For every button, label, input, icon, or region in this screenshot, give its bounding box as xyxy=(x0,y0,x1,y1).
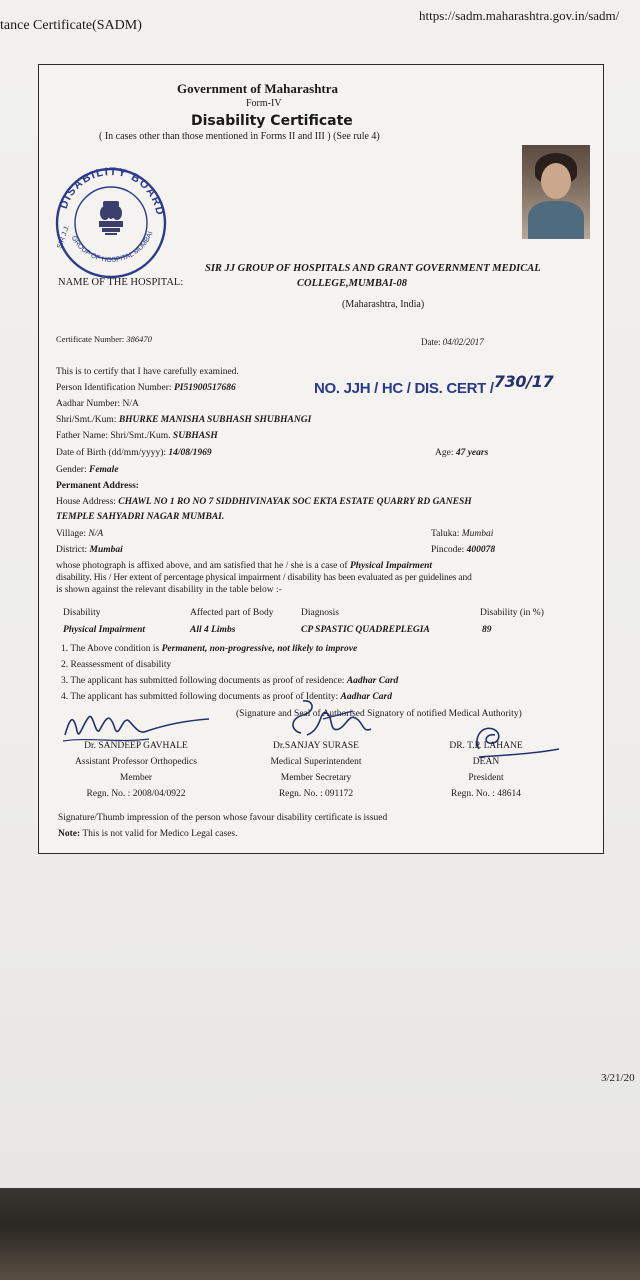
signatory-2-title: Medical Superintendent xyxy=(270,757,362,767)
table-header-disability: Disability xyxy=(63,608,101,618)
print-date: 3/21/20 xyxy=(601,1072,635,1084)
table-header-percent: Disability (in %) xyxy=(480,608,544,618)
age-field: Age: 47 years xyxy=(435,448,489,458)
signatory-2-regn: Regn. No. : 091172 xyxy=(278,789,354,799)
table-header-diagnosis: Diagnosis xyxy=(301,608,339,618)
svg-text:GROUP OF HOSPITAL MUMBAI xyxy=(70,231,155,264)
signatory-1-name: Dr. SANDEEP GAVHALE xyxy=(84,741,188,751)
validity-note: Note: This is not valid for Medico Legal cases. xyxy=(58,829,238,839)
note-3: 3. The applicant has submitted following documents as proof of residence: Aadhar Card xyxy=(61,676,399,686)
disability-board-seal-icon xyxy=(47,159,175,281)
certificate-number-field: Certificate Number: 386470 xyxy=(56,334,152,344)
signatory-1-role: Member xyxy=(119,773,153,783)
signature-surase-icon xyxy=(283,689,393,749)
house-address-line2: TEMPLE SAHYADRI NAGAR MUMBAI. xyxy=(56,512,225,522)
form-number: Form-IV xyxy=(246,98,282,109)
browser-page-title: tance Certificate(SADM) xyxy=(0,18,142,33)
seal-left-text: SIR J.J. xyxy=(56,224,72,250)
applicant-photo xyxy=(522,145,590,239)
father-name-field: Father Name: Shri/Smt./Kum. SUBHASH xyxy=(56,431,218,441)
village-field: Village: N/A xyxy=(56,529,104,539)
taluka-field: Taluka: Mumbai xyxy=(431,529,494,539)
seal-bottom-text: GROUP OF HOSPITAL MUMBAI xyxy=(69,230,155,264)
statement-line3: is shown against the relevant disability in the table below :- xyxy=(56,585,282,595)
note-4: 4. The applicant has submitted following documents as proof of Identity: Aadhar Card xyxy=(61,692,392,702)
hospital-state: (Maharashtra, India) xyxy=(342,299,425,310)
certify-statement: This is to certify that I have carefully examined. xyxy=(56,367,239,377)
statement-line1: whose photograph is affixed above, and am satisfied that he / she is a case of Physical Impairment xyxy=(56,561,433,571)
dob-field: Date of Birth (dd/mm/yyyy): 14/08/1969 xyxy=(56,448,212,458)
pid-field: Person Identification Number: PI51900517686 xyxy=(56,383,236,393)
pincode-field: Pincode: 400078 xyxy=(431,545,496,555)
table-header-body-part: Affected part of Body xyxy=(190,608,274,618)
disability-certificate xyxy=(38,64,604,854)
district-field: District: Mumbai xyxy=(56,545,123,555)
gender-field: Gender: Female xyxy=(56,465,119,475)
signatory-2-role: Member Secretary xyxy=(280,773,352,783)
seal-top-text: DISABILITY BOARD xyxy=(57,165,166,218)
certificate-subtitle: ( In cases other than those mentioned in Forms II and III ) (See rule 4) xyxy=(99,131,380,142)
signatory-3-title: DEAN xyxy=(472,757,500,767)
government-heading: Government of Maharashtra xyxy=(177,81,339,96)
note-1: 1. The Above condition is Permanent, non-progressive, not likely to improve xyxy=(61,644,358,654)
table-cell-diagnosis: CP SPASTIC QUADREPLEGIA xyxy=(301,625,430,635)
table-cell-percent: 89 xyxy=(482,625,492,635)
signatory-2-name: Dr.SANJAY SURASE xyxy=(273,741,359,751)
table-cell-body-part: All 4 Limbs xyxy=(190,625,236,635)
browser-url: https://sadm.maharashtra.gov.in/sadm/ xyxy=(419,8,620,23)
note-2: 2. Reassessment of disability xyxy=(61,660,172,670)
certificate-title: Disability Certificate xyxy=(191,113,353,129)
signatory-3-role: President xyxy=(468,773,504,783)
signature-caption: (Signature and Seal of Authorised Signatory of notified Medical Authority) xyxy=(236,709,522,719)
hospital-name-line2: COLLEGE,MUMBAI-08 xyxy=(297,278,407,289)
house-address-line1: House Address: CHAWL NO 1 RO NO 7 SIDDHIVINAYAK SOC EKTA ESTATE QUARRY RD GANESH xyxy=(56,497,472,507)
signature-thumb-line: Signature/Thumb impression of the person whose favour disability certificate is issued xyxy=(58,813,388,823)
signatory-3-name: DR. T.P. LAHANE xyxy=(449,741,523,751)
hospital-label: NAME OF THE HOSPITAL: xyxy=(58,277,184,288)
aadhar-field: Aadhar Number: N/A xyxy=(56,399,139,409)
address-heading: Permanent Address: xyxy=(56,481,139,491)
floor-background xyxy=(0,1188,640,1280)
applicant-name-field: Shri/Smt./Kum: BHURKE MANISHA SUBHASH SHUBHANGI xyxy=(56,415,312,425)
statement-line2: disability. His / Her extent of percentage physical impairment / disability has been evaluated as per guidelines and xyxy=(56,573,472,583)
certificate-date-field: Date: 04/02/2017 xyxy=(421,337,484,347)
table-cell-disability: Physical Impairment xyxy=(63,625,146,635)
signatory-3-regn: Regn. No. : 48614 xyxy=(451,789,521,799)
signatory-1-regn: Regn. No. : 2008/04/0922 xyxy=(86,789,186,799)
signatory-1-title: Assistant Professor Orthopedics xyxy=(75,757,197,767)
hospital-name-line1: SIR JJ GROUP OF HOSPITALS AND GRANT GOVERNMENT MEDICAL xyxy=(205,263,541,274)
dispatch-stamp: NO. JJH / HC / DIS. CERT /730/17 xyxy=(314,372,554,397)
